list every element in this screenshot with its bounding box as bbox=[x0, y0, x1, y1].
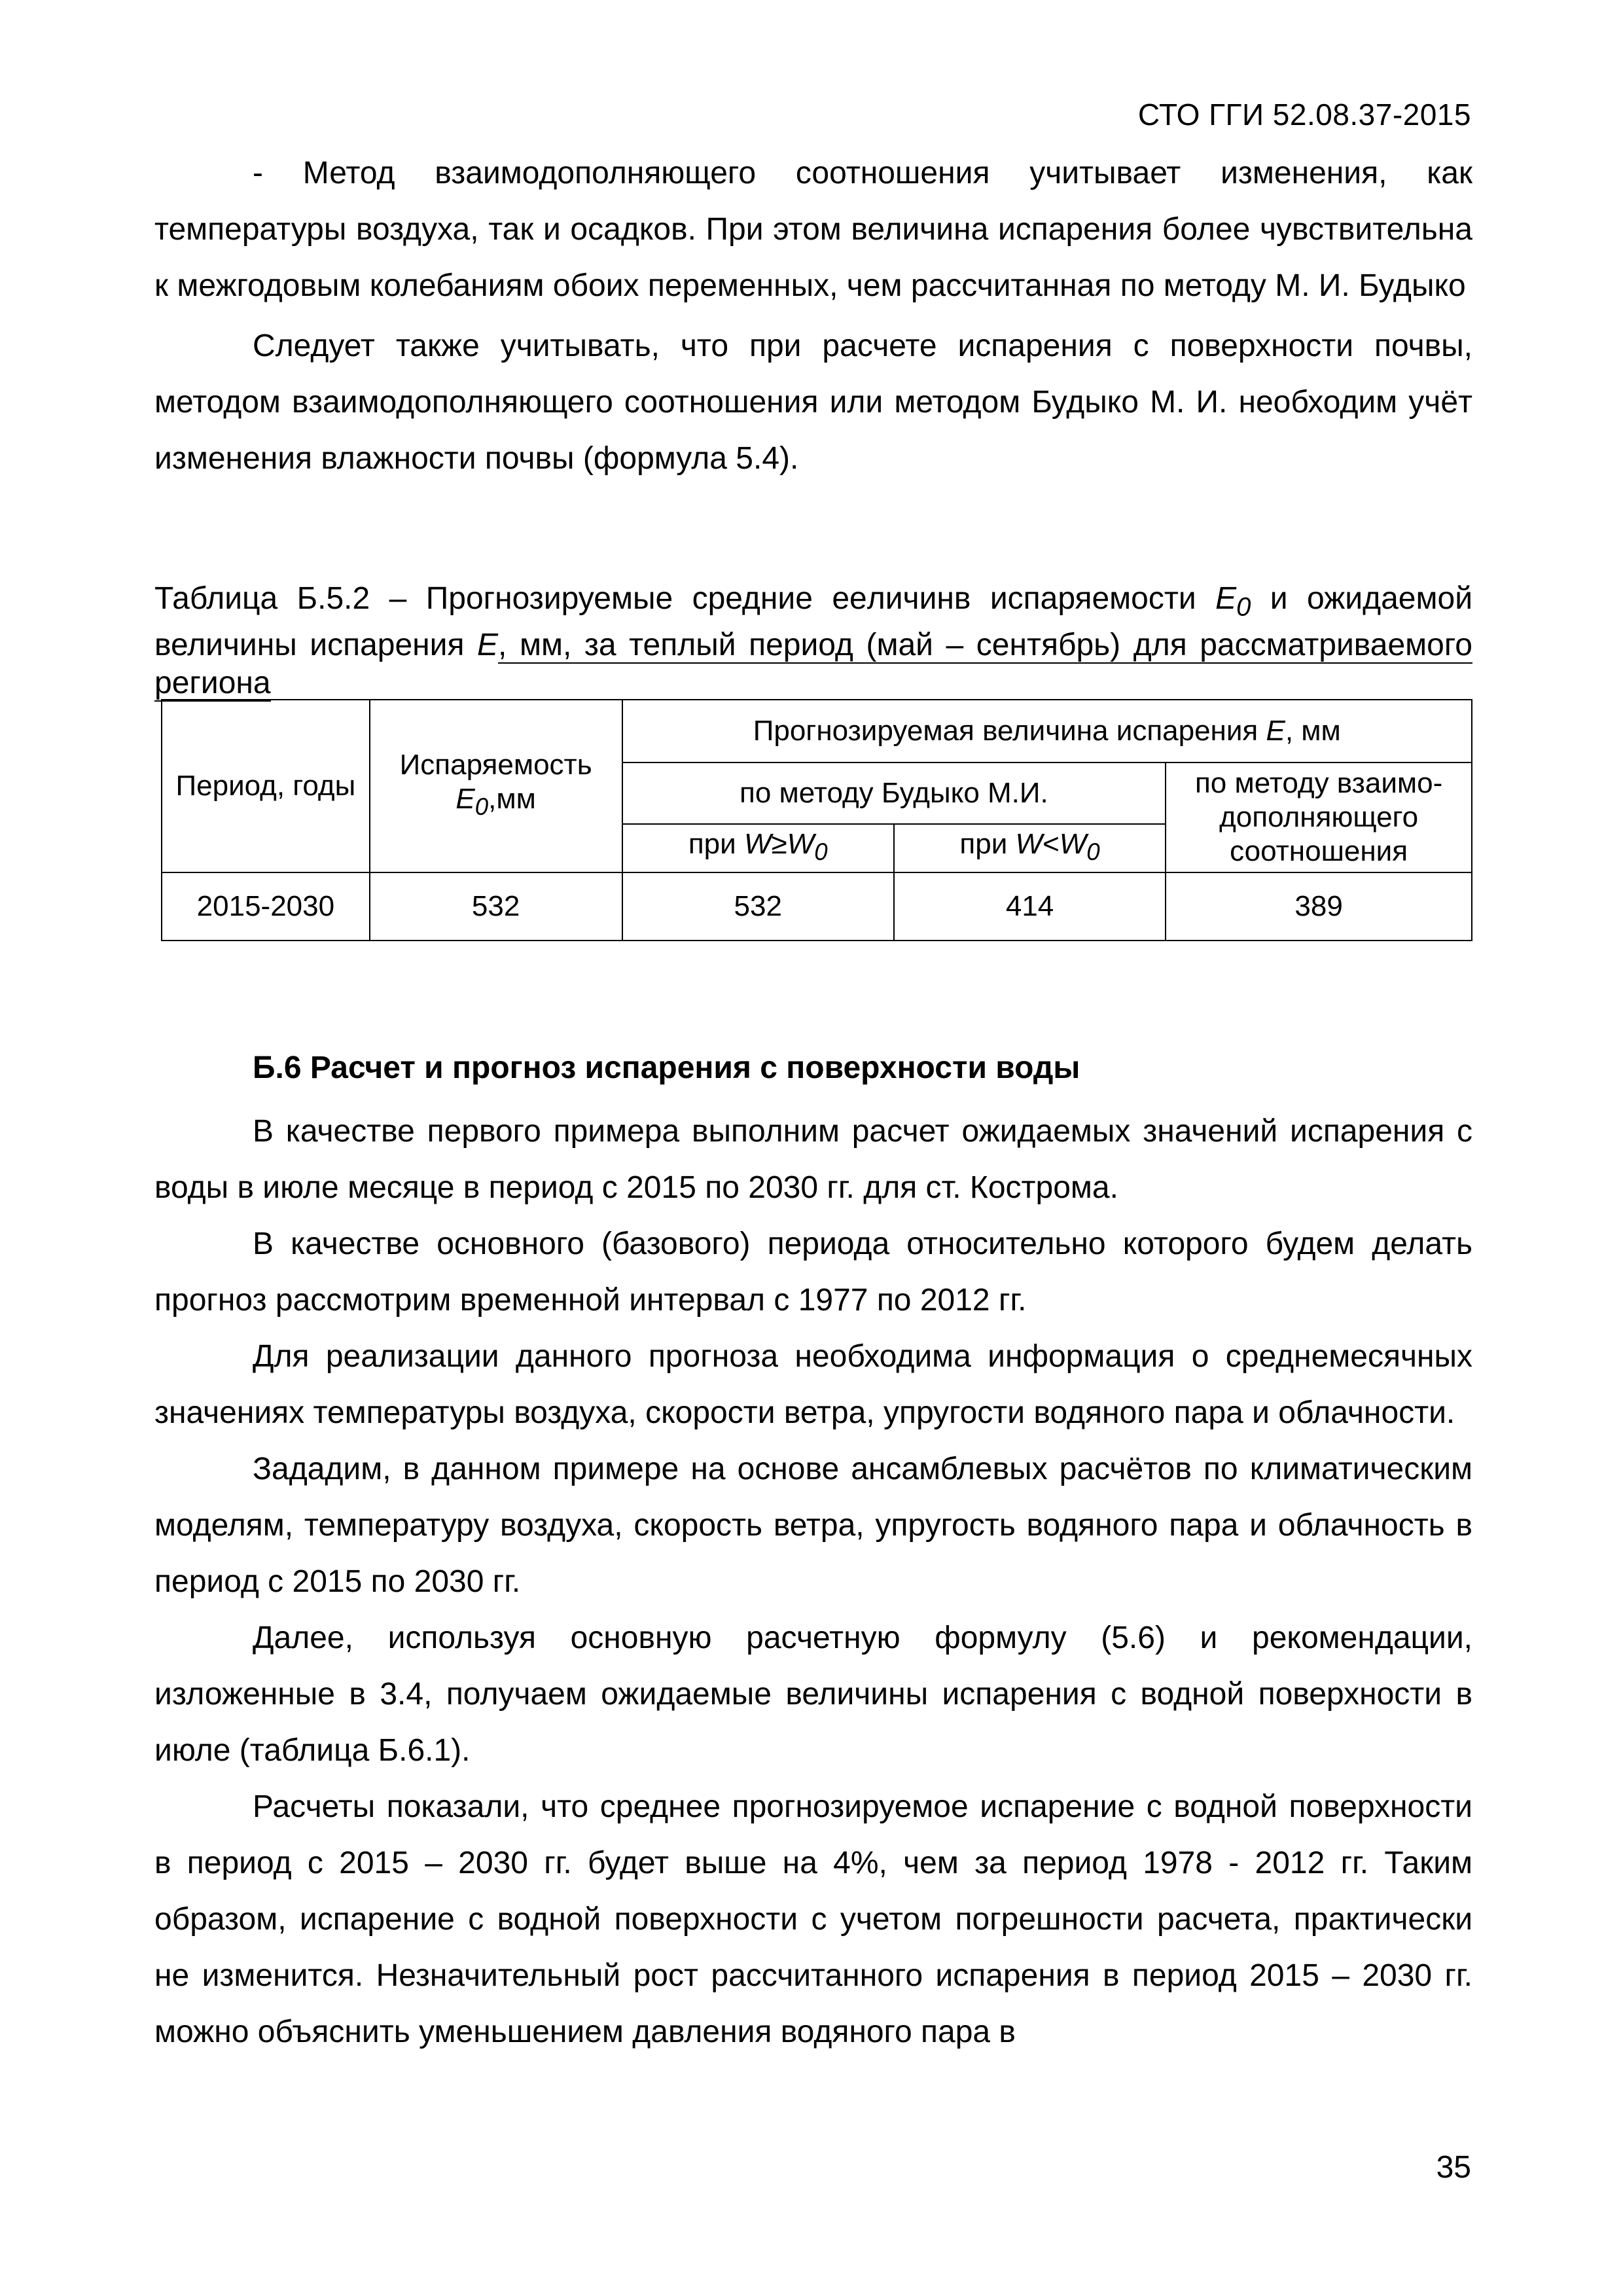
caption-subscript: 0 bbox=[1236, 592, 1251, 622]
paragraph: Далее, используя основную расчетную формулу (5.6) и рекомендации, изложенные в 3.4, получаем ожидаемые величины испарения с водной поверхности в июле (таблица Б.6.1). bbox=[154, 1621, 1472, 1768]
header-symbol: W bbox=[743, 828, 772, 861]
header-complementary: по методу взаимо-дополняющего соотношения bbox=[1166, 762, 1472, 872]
paragraph: Следует также учитывать, что при расчете испарения с поверхности почвы, методом взаимодополняющего соотношения или методом Будыко М. И. необходим учёт изменения влажности почвы (формула 5.4). bbox=[154, 329, 1472, 476]
caption-symbol-e0 bbox=[1215, 581, 1251, 622]
header-operator: < bbox=[1043, 828, 1060, 861]
header-subscript: 0 bbox=[1086, 838, 1100, 865]
paragraph: Зададим, в данном примере на основе ансамблевых расчётов по климатическим моделям, температуру воздуха, скорость ветра, упругость водяного пара и облачность в период с 2015 по 2030 гг. bbox=[154, 1452, 1472, 1599]
caption-symbol-e: E bbox=[477, 627, 499, 662]
paragraph: В качестве основного (базового) периода относительно которого будем делать прогноз рассмотрим временной интервал с 1977 по 2012 гг. bbox=[154, 1227, 1472, 1318]
header-symbol: E bbox=[1266, 715, 1285, 747]
caption-text: Таблица Б.5.2 – Прогнозируемые средние еeличинв испаряемости bbox=[154, 581, 1216, 616]
header-text: ,мм bbox=[488, 783, 536, 816]
cell-evaporability: 532 bbox=[370, 872, 622, 941]
cell-period: 2015-2030 bbox=[162, 872, 370, 941]
header-symbol: W bbox=[1015, 828, 1043, 861]
cell-budyko-lt: 414 bbox=[894, 872, 1166, 941]
header-symbol: E bbox=[455, 783, 475, 816]
section-heading: Б.6 Расчет и прогноз испарения с поверхности воды bbox=[253, 1050, 1080, 1085]
header-budyko: по методу Будыко М.И. bbox=[622, 762, 1166, 824]
header-symbol: W bbox=[787, 828, 815, 861]
paragraph: Расчеты показали, что среднее прогнозируемое испарение с водной поверхности в период с 2015 – 2030 гг. будет выше на 4%, чем за период 1978 - 2012 гг. Таким образом, испарение с водной поверхности с учетом погрешности расчета, практически не изменится. Незначительный рост рассчитанного испарения в период 2015 – 2030 гг. можно объяснить уменьшением давления водяного пара в bbox=[154, 1789, 1472, 2049]
header-subscript: 0 bbox=[474, 793, 489, 820]
header-text: Испаряемость bbox=[399, 749, 592, 781]
paragraph: В качестве первого примера выполним расчет ожидаемых значений испарения с воды в июле месяце в период с 2015 по 2030 гг. для ст. Кострома. bbox=[154, 1114, 1472, 1205]
header-text: , мм bbox=[1285, 715, 1341, 747]
header-w-lt-w0 bbox=[894, 824, 1166, 872]
cell-complementary: 389 bbox=[1166, 872, 1472, 941]
evaporation-forecast-table bbox=[161, 699, 1472, 941]
header-text: Прогнозируемая величина испарения bbox=[753, 715, 1266, 747]
header-symbol: W bbox=[1059, 828, 1087, 861]
header-forecast bbox=[622, 700, 1472, 762]
page-number: 35 bbox=[1436, 2150, 1471, 2185]
header-evaporability bbox=[370, 700, 622, 872]
section-text bbox=[154, 1103, 1472, 2060]
header-text: при bbox=[688, 828, 744, 861]
table-row bbox=[162, 872, 1472, 941]
caption-text: , мм, за теплый период (май – сентябрь) для рассматриваемого региона bbox=[154, 627, 1472, 700]
header-subscript: 0 bbox=[814, 838, 828, 865]
paragraph: - Метод взаимодополняющего соотношения учитывает изменения, как температуры воздуха, так и осадков. При этом величина испарения более чувствительна к межгодовым колебаниям обоих переменных, чем рассчитанная по методу М. И. Будыко bbox=[154, 156, 1472, 303]
header-period: Период, годы bbox=[162, 700, 370, 872]
table-caption bbox=[154, 580, 1472, 702]
intro-text bbox=[154, 145, 1472, 487]
header-text: при bbox=[959, 828, 1016, 861]
caption-symbol: E bbox=[1215, 581, 1237, 616]
table-header-row bbox=[162, 700, 1472, 762]
document-header: СТО ГГИ 52.08.37-2015 bbox=[1137, 98, 1471, 132]
header-operator: ≥ bbox=[771, 828, 787, 861]
caption-text: и ожидаемой величины испарения bbox=[154, 581, 1473, 662]
cell-budyko-ge: 532 bbox=[622, 872, 894, 941]
header-w-ge-w0 bbox=[622, 824, 894, 872]
paragraph: Для реализации данного прогноза необходима информация о среднемесячных значениях температуры воздуха, скорости ветра, упругости водяного пара и облачности. bbox=[154, 1339, 1472, 1430]
